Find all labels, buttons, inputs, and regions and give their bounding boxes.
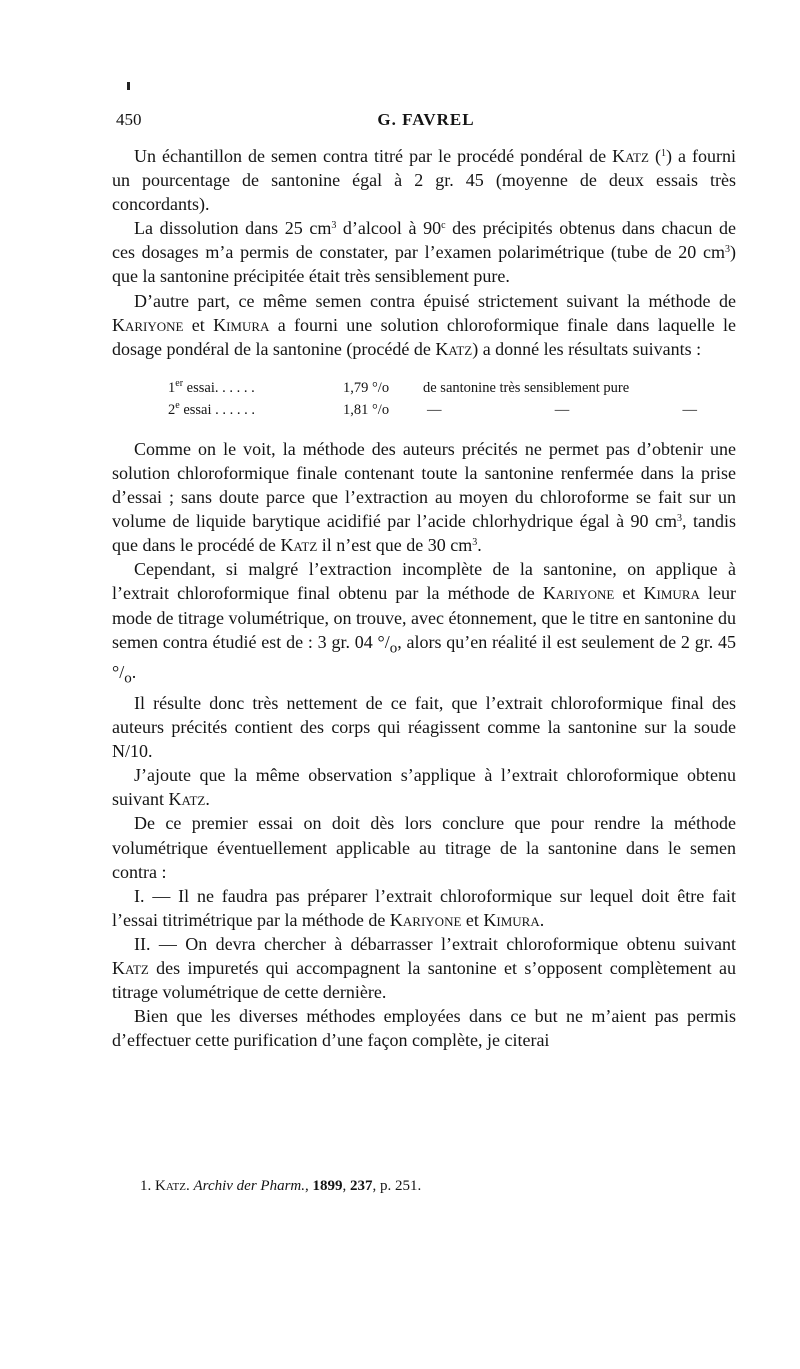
results-table <box>112 377 736 421</box>
text-span: 2 <box>168 401 176 418</box>
page-header <box>116 110 736 134</box>
author-name: Kariyone <box>542 583 615 604</box>
author-name: Kariyone <box>112 314 184 335</box>
text-span: D’autre part, ce même semen contra épuisé strictement suivant la méthode de <box>134 290 736 311</box>
text-span: Cependant, si malgré l’extraction incomplète de la santonine, on applique à l’extrait chloroformique final obtenu par la méthode de <box>112 559 736 604</box>
footnote-volume: 237 <box>350 1178 373 1194</box>
text-span: Un échantillon de semen contra titré par le procédé pondéral de <box>134 146 613 166</box>
superscript: 3 <box>677 513 683 525</box>
text-span: essai. . . . . . <box>183 379 255 396</box>
essay-value: 1,79 °/o <box>343 379 390 396</box>
text-span: I. — Il ne faudra pas préparer l’extrait chloroformique sur lequel doit être fait l’essai titrimétrique par la méthode de <box>112 885 736 930</box>
author-name: Katz <box>280 535 318 556</box>
text-span: et <box>461 909 484 930</box>
author-name: Katz <box>612 146 649 166</box>
text-span: . <box>539 909 545 930</box>
text-span: . <box>131 662 137 683</box>
text-span: et <box>183 314 214 335</box>
running-head: G. FAVREL <box>377 110 475 129</box>
text-span: des impuretés qui accompagnent la santonine et s’opposent complètement au titrage volumétrique de cette dernière. <box>112 958 736 1003</box>
ditto-mark: — <box>682 401 697 418</box>
text-span: et <box>614 583 644 604</box>
footnote-number: 1. <box>140 1178 152 1194</box>
ditto-mark: — <box>554 401 570 418</box>
page-number: 450 <box>116 110 142 129</box>
footnote-year: 1899 <box>312 1178 343 1194</box>
paragraph-11: Bien que les diverses méthodes employées dans ce but ne m’aient pas permis d’effectuer cette purification d’une façon complète, je citerai <box>112 1006 736 1051</box>
text-span: , p. 251. <box>372 1178 422 1194</box>
author-name: Kimura <box>213 314 270 335</box>
paragraph-1 <box>112 144 736 216</box>
text-span: a fourni une solution chloroformique finale dans laquelle le dosage pondéral de la santonine (procédé de <box>112 314 736 359</box>
text-span: La dissolution dans 25 cm <box>134 218 332 239</box>
text-span: essai . . . . . . <box>179 401 256 418</box>
paragraph-4 <box>112 437 736 557</box>
superscript: er <box>175 377 184 389</box>
superscript: e <box>175 399 180 411</box>
author-name: Kariyone <box>389 909 462 930</box>
text-span: , <box>305 1178 313 1194</box>
ditto-marks <box>423 399 697 421</box>
text-span: leur mode de titrage volumétrique, on trouve, avec étonnement, que le titre en santonine du semen contra étudié est de : 3 gr. 04 °/ <box>112 583 736 652</box>
text-span: 1 <box>168 379 176 396</box>
footnote <box>140 1178 740 1195</box>
body-text <box>112 144 736 1052</box>
paragraph-7 <box>112 763 736 811</box>
text-span: ) a fourni un pourcentage de santonine égal à 2 gr. 45 (moyenne de deux essais très concordants). <box>112 146 736 215</box>
results-row-1 <box>168 377 736 399</box>
author-name: Katz <box>168 789 206 810</box>
paragraph-3 <box>112 289 736 361</box>
author-name: Katz <box>112 958 149 978</box>
footnote-ref: 1 <box>660 148 666 159</box>
text-span: . <box>205 789 210 810</box>
ditto-mark: — <box>427 401 442 418</box>
essay-note: de santonine très sensiblement pure <box>423 379 630 396</box>
author-name: Kimura <box>483 909 540 930</box>
paragraph-10 <box>112 932 736 1004</box>
text-span: il n’est que de 30 cm <box>317 535 473 556</box>
paragraph-8: De ce premier essai on doit dès lors conclure que pour rendre la méthode volumétrique éventuellement applicable au titrage de la santonine dans le semen contra : <box>112 813 736 882</box>
superscript: 3 <box>331 220 337 232</box>
superscript: c <box>441 220 446 232</box>
paragraph-2 <box>112 216 736 288</box>
superscript: 3 <box>725 244 730 256</box>
author-name: Katz. <box>155 1178 190 1194</box>
paragraph-9 <box>112 884 736 932</box>
paragraph-6: Il résulte donc très nettement de ce fait, que l’extrait chloroformique final des auteurs précités contient des corps qui réagissent comme la santonine sur la soude N/10. <box>112 692 736 762</box>
stray-ink-mark <box>127 82 130 90</box>
text-span: , alors qu’en réalité il est seulement de 2 gr. 45 °/ <box>112 631 736 683</box>
essay-note <box>423 399 736 421</box>
journal-title: Archiv der Pharm. <box>193 1178 306 1194</box>
text-span: Comme on le voit, la méthode des auteurs précités ne permet pas d’obtenir une solution chloroformique finale contenant toute la santonine renfermée dans la prise d’essai ; sans doute parce que l’extraction au moyen du chloroforme se fait sur un volume de liquide barytique acidifié par l’acide chlorhydrique égal à 90 cm <box>112 438 736 532</box>
author-name: Katz <box>435 338 473 359</box>
text-span: ( <box>648 146 661 166</box>
results-row-2 <box>168 399 736 421</box>
subscript: o <box>124 670 132 687</box>
essay-label <box>168 399 343 421</box>
superscript: 3 <box>472 537 478 549</box>
essay-value: 1,81 °/o <box>343 401 390 418</box>
text-span: d’alcool à 90 <box>336 218 442 239</box>
paragraph-5 <box>112 557 736 691</box>
text-span: ) que la santonine précipitée était très sensiblement pure. <box>112 242 736 287</box>
text-span: II. — On devra chercher à débarrasser l’extrait chloroformique obtenu suivant <box>134 933 736 954</box>
subscript: o <box>389 640 398 657</box>
text-span: , <box>342 1178 351 1194</box>
text-span: , tandis que dans le procédé de <box>112 511 736 556</box>
text-span: J’ajoute que la même observation s’applique à l’extrait chloroformique obtenu suivant <box>112 765 736 810</box>
text-span: des précipités obtenus dans chacun de ces dosages m’a permis de constater, par l’examen polarimétrique (tube de 20 cm <box>112 218 736 263</box>
text-span: ) a donné les résultats suivants : <box>472 338 702 359</box>
essay-label <box>168 377 343 399</box>
author-name: Kimura <box>643 583 700 604</box>
text-span: . <box>477 535 482 556</box>
